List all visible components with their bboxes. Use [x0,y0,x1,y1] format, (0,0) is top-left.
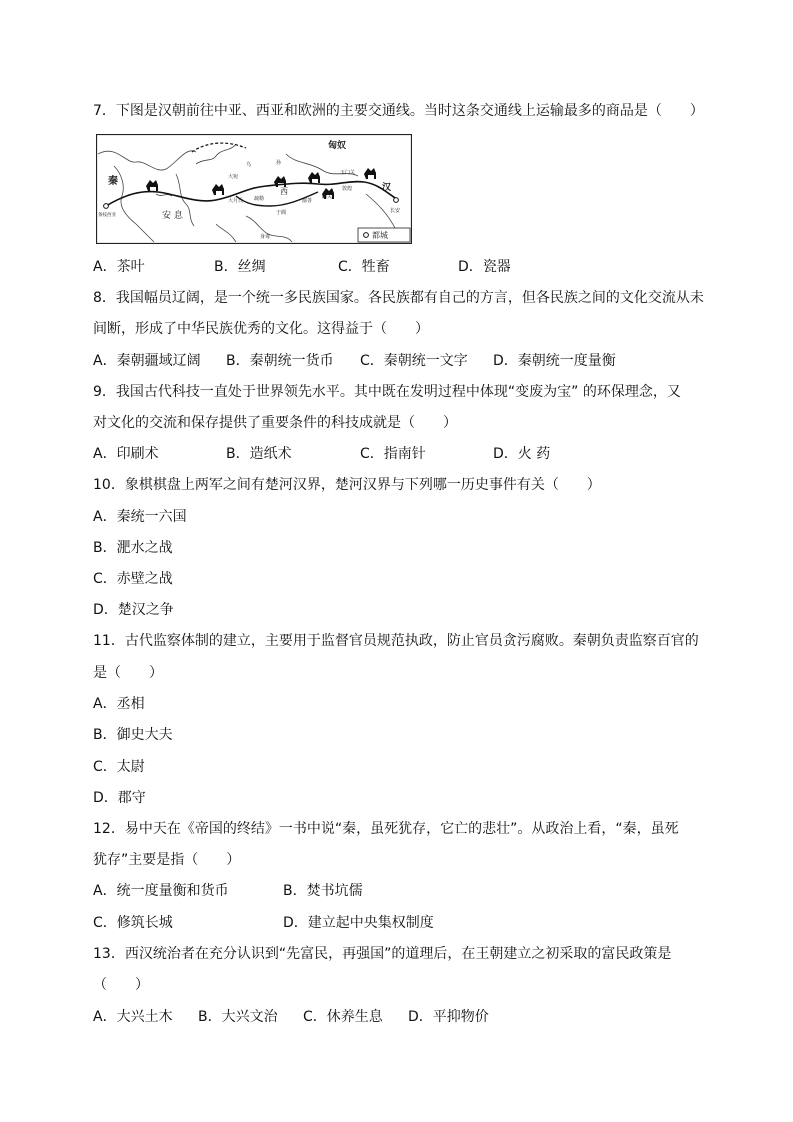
q10-option-c[interactable]: C．赤壁之战 [93,571,173,587]
q12-option-a[interactable]: A．统一度量衡和货币 [93,883,229,899]
map-label-xiongnu: 匈奴 [328,141,347,151]
q7-option-d[interactable]: D．瓷器 [458,259,511,275]
q13-stem-line-2: （ ） [93,977,149,993]
q10-option-b[interactable]: B．淝水之战 [93,540,173,556]
q9-option-a[interactable]: A．印刷术 [93,446,159,462]
q8-option-c[interactable]: C．秦朝统一文字 [360,353,468,369]
q10-stem: 10．象棋棋盘上两军之间有楚河汉界，楚河汉界与下列哪一历史事件有关（ ） [93,477,601,493]
q10-option-a[interactable]: A．秦统一六国 [93,509,187,525]
q13-option-d[interactable]: D．平抑物价 [408,1009,489,1025]
map-label-yutian: 于阗 [276,210,287,216]
q11-stem-line-1: 11．古代监察体制的建立，主要用于监督官员规范执政，防止官员贪污腐败。秦朝负责监察百官的 [93,633,699,649]
q12-stem-line-2: 犹存”主要是指（ ） [93,852,241,868]
map-label-shanshan: 鄯善 [302,198,313,204]
q9-stem-line-1: 9．我国古代科技一直处于世界领先水平。其中既在发明过程中体现“变废为宝” 的环保理念，又 [93,384,681,400]
map-label-han: 汉 [382,183,392,193]
map-label-wu: 乌 [246,162,252,168]
q7-option-b[interactable]: B．丝绸 [214,259,266,275]
q9-option-b[interactable]: B．造纸术 [226,446,292,462]
map-label-shule: 疏勒 [254,196,265,202]
q12-option-b[interactable]: B．焚书坑儒 [283,883,363,899]
q8-stem-line-2: 间断，形成了中华民族优秀的文化。这得益于（ ） [93,321,429,337]
map-label-anxi: 安 息 [162,211,183,221]
q8-option-a[interactable]: A．秦朝疆域辽阔 [93,353,201,369]
q9-stem-line-2: 对文化的交流和保存提供了重要条件的科技成就是（ ） [93,415,457,431]
q12-option-c[interactable]: C．修筑长城 [93,915,173,931]
q13-option-a[interactable]: A．大兴土木 [93,1009,173,1025]
map-label-xi: 西 [280,187,288,196]
map-label-sun: 孙 [276,160,282,166]
q7-option-a[interactable]: A．茶叶 [93,259,145,275]
q12-option-d[interactable]: D．建立起中央集权制度 [283,915,434,931]
q10-option-d[interactable]: D．楚汉之争 [93,602,174,618]
han-trade-route-map [96,134,412,244]
q9-option-c[interactable]: C．指南针 [360,446,426,462]
map-label-dawan: 大宛 [228,174,239,180]
q8-option-b[interactable]: B．秦朝统一货币 [226,353,334,369]
map-label-dunhuang: 敦煌 [342,186,353,192]
q9-option-d[interactable]: D．火 药 [493,446,551,462]
map-legend-capital: 都城 [372,231,388,240]
map-label-changan: 长安 [390,208,401,214]
q11-option-c[interactable]: C．太尉 [93,759,145,775]
map-label-yangguan: 阳关 [322,194,333,200]
map-label-qin: 秦 [108,176,118,187]
map-label-shendu: 身毒 [260,234,271,240]
q11-option-b[interactable]: B．御史大夫 [93,727,173,743]
q7-stem: 7．下图是汉朝前往中亚、西亚和欧洲的主要交通线。当时这条交通线上运输最多的商品是（ ） [93,103,704,119]
q11-option-a[interactable]: A．丞相 [93,696,145,712]
q13-stem-line-1: 13．西汉统治者在充分认识到“先富民，再强国”的道理后，在王朝建立之初采取的富民政策是 [93,946,672,962]
q13-option-c[interactable]: C．休养生息 [303,1009,383,1025]
map-label-chaohai: 条枝西亚 [98,213,116,218]
q11-stem-line-2: 是（ ） [93,665,163,681]
map-label-yumenguan: 玉门关 [340,170,356,176]
q11-option-d[interactable]: D．郡守 [93,790,146,806]
q7-option-c[interactable]: C．牲畜 [338,259,390,275]
q8-stem-line-1: 8．我国幅员辽阔，是一个统一多民族国家。各民族都有自己的方言，但各民族之间的文化交流从未 [93,290,704,306]
q12-stem-line-1: 12．易中天在《帝国的终结》一书中说“秦，虽死犹存，它亡的悲壮”。从政治上看，“秦，虽死 [93,821,679,837]
q8-option-d[interactable]: D．秦朝统一度量衡 [493,353,616,369]
map-label-yuezhi: 大月氏 [228,198,244,204]
q13-option-b[interactable]: B．大兴文治 [198,1009,278,1025]
